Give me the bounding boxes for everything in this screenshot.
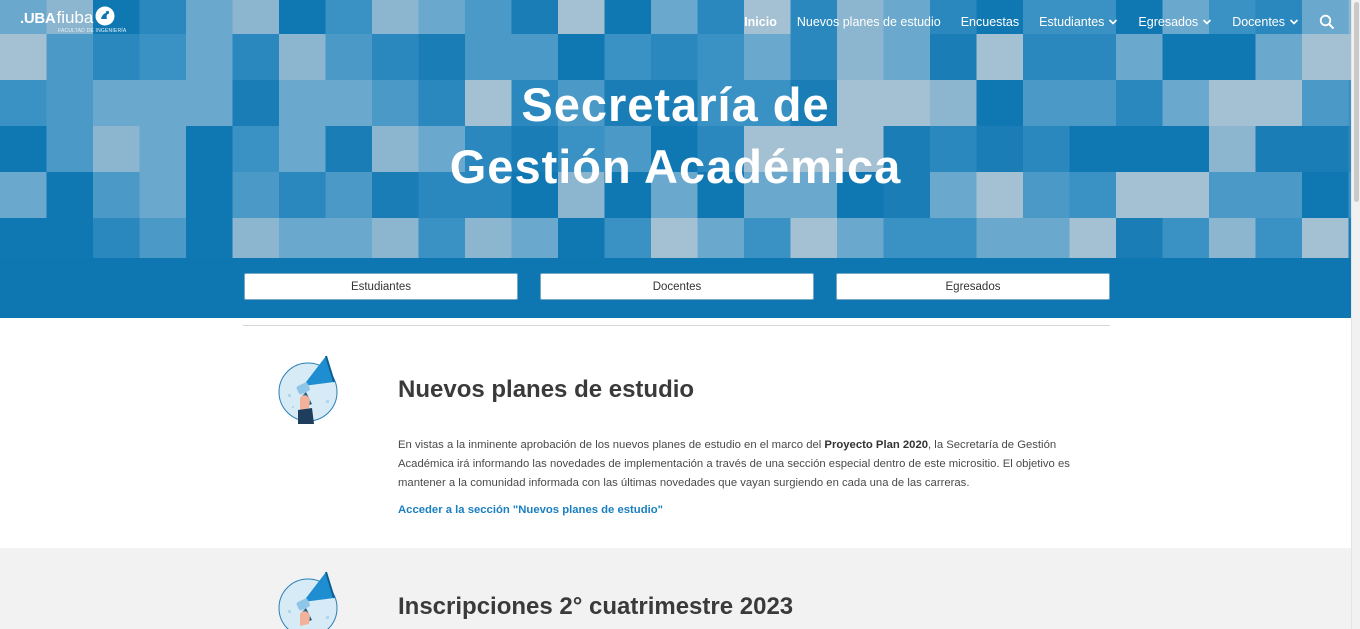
section-description xyxy=(398,436,1098,493)
docentes-button[interactable]: Docentes xyxy=(540,273,814,300)
top-navigation xyxy=(0,0,1351,44)
hero-button-group xyxy=(244,273,1110,300)
nav-item-egresados[interactable] xyxy=(1138,15,1212,29)
nav-item-label: Egresados xyxy=(1138,15,1199,29)
chevron-down-icon xyxy=(1289,17,1299,27)
nav-item-encuestas[interactable] xyxy=(961,15,1019,29)
nav-item-nuevos-planes[interactable] xyxy=(797,15,941,29)
section-inscripciones xyxy=(0,548,1351,629)
nav-item-label: Nuevos planes de estudio xyxy=(796,15,941,29)
logo-uba-text: .UBA xyxy=(20,10,56,27)
chevron-down-icon xyxy=(1202,17,1212,27)
fiuba-seal-icon xyxy=(95,6,115,26)
page-title-line-2: Gestión Académica xyxy=(449,140,902,193)
section-title: Nuevos planes de estudio xyxy=(398,376,695,403)
chevron-down-icon xyxy=(1108,17,1118,27)
section-description-bold: Proyecto Plan 2020 xyxy=(824,439,929,451)
nuevos-planes-link[interactable]: Acceder a la sección "Nuevos planes de estudio" xyxy=(398,504,663,516)
megaphone-icon xyxy=(276,570,340,629)
page-scrollbar[interactable] xyxy=(1351,0,1360,629)
nav-item-label: Encuestas xyxy=(960,15,1020,29)
nav-item-estudiantes[interactable] xyxy=(1039,15,1118,29)
page-title xyxy=(0,74,1351,198)
nav-item-label: Inicio xyxy=(744,15,777,29)
nav-item-label: Docentes xyxy=(1232,15,1285,29)
nav-item-label: Estudiantes xyxy=(1039,15,1105,29)
nav-item-docentes[interactable] xyxy=(1232,15,1299,29)
section-description-text: , la Secretaría de Gestión Académica irá informando las novedades de implementación a través de una sección especial dentro de este micrositio. El objetivo es mantener a la comunidad informada con las últimas novedades que vayan surgiendo en cada una de las carreras. xyxy=(398,439,1070,489)
egresados-button[interactable]: Egresados xyxy=(836,273,1110,300)
section-nuevos-planes xyxy=(0,326,1351,548)
logo-fiuba-text: fiuba xyxy=(56,8,94,27)
nav-links xyxy=(744,0,1351,44)
page-title-line-1: Secretaría de xyxy=(521,78,830,131)
nav-item-inicio[interactable] xyxy=(744,15,777,29)
fiuba-logo[interactable] xyxy=(20,6,127,36)
megaphone-icon xyxy=(276,354,340,424)
estudiantes-button[interactable]: Estudiantes xyxy=(244,273,518,300)
search-icon[interactable] xyxy=(1319,14,1335,30)
scrollbar-thumb[interactable] xyxy=(1354,2,1359,202)
section-description-text: En vistas a la inminente aprobación de los nuevos planes de estudio en el marco del xyxy=(398,439,825,451)
logo-subtitle: FACULTAD DE INGENIERÍA xyxy=(58,28,127,34)
section-title: Inscripciones 2° cuatrimestre 2023 xyxy=(398,593,794,620)
